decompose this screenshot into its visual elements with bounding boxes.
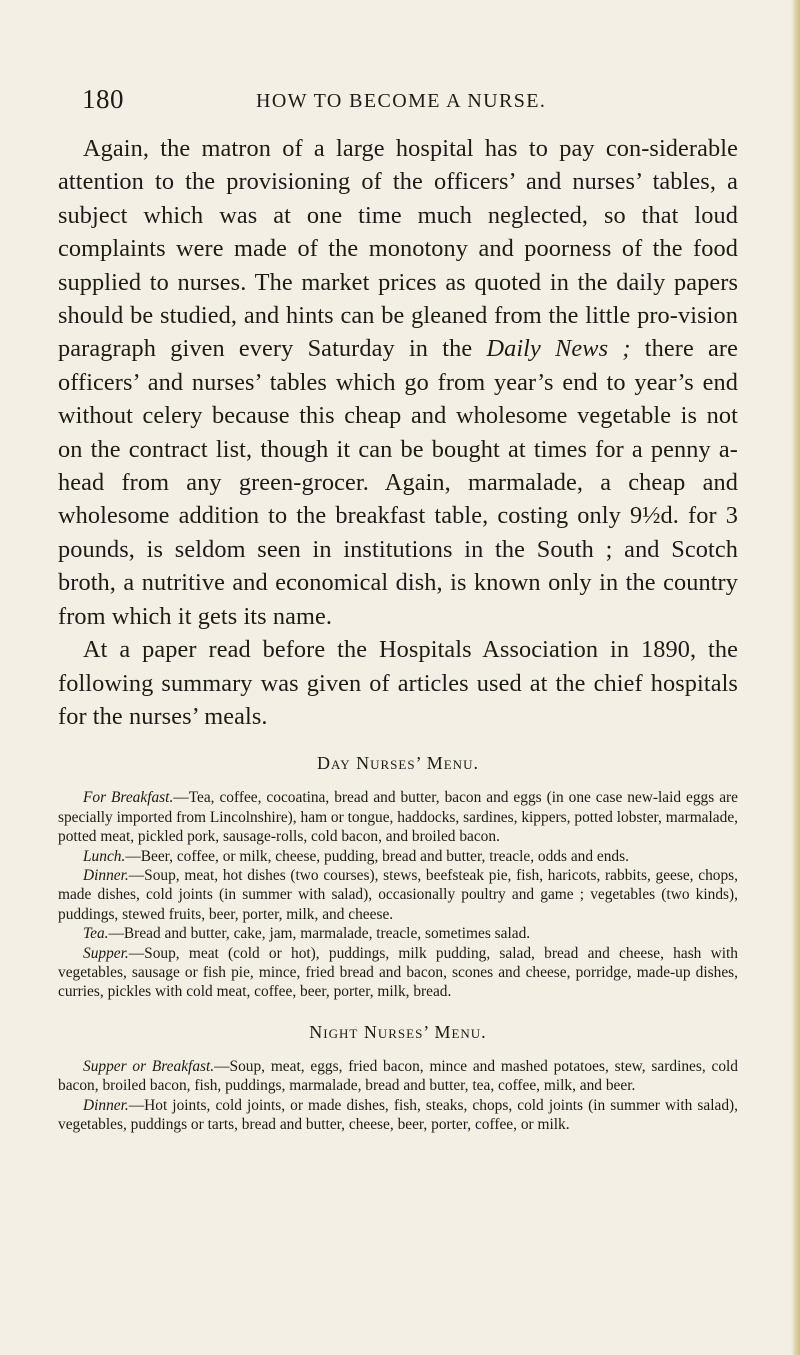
meal-items: —Beer, coffee, or milk, cheese, pudding, bread and butter, treacle, odds and ends. xyxy=(125,847,629,865)
meal-name: Supper. xyxy=(83,944,129,962)
menu-entry xyxy=(58,866,738,924)
meal-items: —Soup, meat (cold or hot), puddings, milk pudding, salad, bread and cheese, hash with vegetables, sausage or fish pie, mince, fried bread and bacon, scones and cheese, porridge, made-up dishes, curries, pickles with cold meat, coffee, beer, porter, milk, bread. xyxy=(58,944,738,1001)
paragraph-text: At a paper read before the Hospitals Association in 1890, the following summary was given of articles used at the chief hospitals for the nurses’ meals. xyxy=(58,636,738,730)
meal-items: —Bread and butter, cake, jam, marmalade, treacle, sometimes salad. xyxy=(108,925,531,943)
newspaper-title: Daily News ; xyxy=(486,335,631,363)
menu-entry xyxy=(58,1057,738,1096)
meal-items: —Tea, coffee, cocoatina, bread and butter, bacon and eggs (in one case new-laid eggs are specially imported from Lincolnshire), ham or tongue, haddocks, sardines, kippers, potted lobster, marmalade, potted meat, pickled pork, sausage-rolls, cold bacon, and broiled bacon. xyxy=(58,789,738,846)
meal-name: For Breakfast. xyxy=(83,789,174,807)
menu-entry xyxy=(58,1096,738,1135)
night-menu-title: Night Nurses’ Menu. xyxy=(309,1021,487,1042)
meal-items: —Soup, meat, eggs, fried bacon, mince and mashed potatoes, stew, sardines, cold bacon, broiled bacon, fish, puddings, marmalade, bread and butter, tea, coffee, milk, and beer. xyxy=(58,1057,738,1095)
meal-items: —Soup, meat, hot dishes (two courses), stews, beefsteak pie, fish, haricots, rabbits, geese, chops, made dishes, cold joints (in summer with salad), occasionally poultry and game ; vegetables (two kinds), puddings, stewed fruits, beer, porter, milk, and cheese. xyxy=(58,866,738,923)
page-header xyxy=(0,84,800,124)
paragraph-provisioning xyxy=(58,132,738,633)
page-number: 180 xyxy=(82,84,124,114)
paragraph-summary xyxy=(58,633,738,733)
paragraph-text: there are officers’ and nurses’ tables which go from year’s end to year’s end without celery because this cheap and wholesome vegetable is not on the contract list, though it can be bought at times for a penny a-head from any green-grocer. Again, marmalade, a cheap and wholesome addition to the breakfast table, costing only 9½d. for 3 pounds, is seldom seen in institutions in the South ; and Scotch broth, a nutritive and economical dish, is known only in the country from which it gets its name. xyxy=(58,335,739,630)
page-body xyxy=(58,132,738,1134)
menu-entry xyxy=(58,847,738,866)
page-edge xyxy=(791,0,800,1355)
menu-entry xyxy=(58,924,738,943)
meal-name: Tea. xyxy=(83,925,109,943)
running-head: HOW TO BECOME A NURSE. xyxy=(256,90,547,112)
menu-entry xyxy=(58,944,738,1002)
meal-name: Dinner. xyxy=(83,866,129,884)
meal-name: Lunch. xyxy=(83,847,126,865)
meal-name: Supper or Breakfast. xyxy=(83,1057,215,1075)
menu-entry xyxy=(58,788,738,846)
meal-name: Dinner. xyxy=(83,1096,129,1114)
meal-items: —Hot joints, cold joints, or made dishes, fish, steaks, chops, cold joints (in summer with salad), vegetables, puddings or tarts, bread and butter, cheese, beer, porter, coffee, or milk. xyxy=(58,1096,738,1133)
day-menu-title: Day Nurses’ Menu. xyxy=(317,753,479,774)
paragraph-text: Again, the matron of a large hospital has to pay con-siderable attention to the provisioning of the officers’ and nurses’ tables, a subject which was at one time much neglected, so that loud complaints were made of the monotony and poorness of the food supplied to nurses. The market prices as quoted in the daily papers should be studied, and hints can be gleaned from the little pro-vision paragraph given every Saturday in the xyxy=(58,135,738,363)
